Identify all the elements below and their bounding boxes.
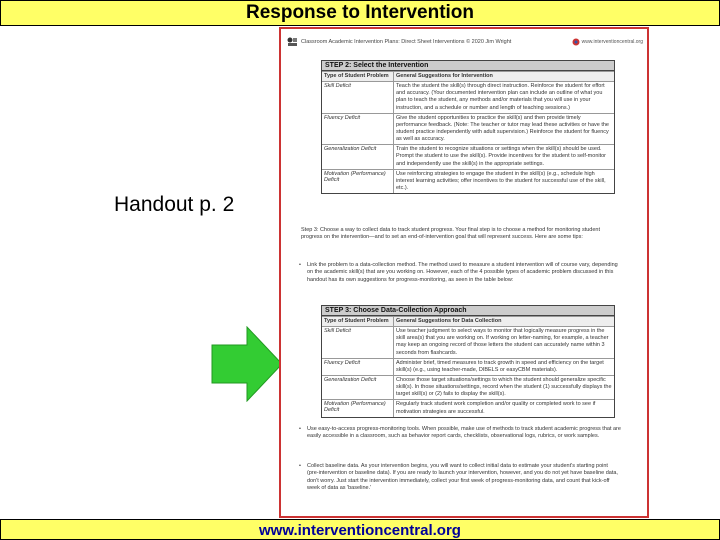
document-site [572,38,643,46]
problem-type: Motivation (Performance) Deficit [322,170,394,193]
bullet-text: Use easy-to-access progress-monitoring tools. When possible, make use of methods to track student academic progress that are easily accessible in a classroom, such as behavior report cards, checklists, observational logs, rubrics, or work samples. [307,426,621,440]
problem-type: Generalization Deficit [322,145,394,168]
problem-type: Motivation (Performance) Deficit [322,400,394,416]
step2-title: STEP 2: Select the Intervention [322,61,614,71]
page-title: Response to Intervention [245,2,475,23]
step3-header-row [322,316,614,326]
problem-type: Skill Deficit [322,327,394,358]
problem-type: Fluency Deficit [322,114,394,145]
suggestion-text: Teach the student the skill(s) through direct instruction. Reinforce the student for effort and accuracy. (Your documented intervention plan can include an outline of what you plan to teach the student, any methods and/or materials that you will use in your instruction, and a schedule or number and length of teaching sessions.) [396,83,605,111]
step2-header-row [322,71,614,81]
table-row [322,81,614,113]
list-item [299,463,621,493]
step3-intro: Step 3: Choose a way to collect data to track student progress. Your final step is to choose a method for monitoring student progress on the intervention—and to set an end-of-intervention goal that will represent success. Here are some tips: [301,227,601,241]
suggestion-text: Use teacher judgment to select ways to monitor that logically measure progress in the skill area(s) that you are working on. If working on letter-naming, for example, a teacher may keep an ongoing record of those letters the student can accurately name within 3 seconds from flashcards. [396,328,609,356]
bullet-text: Link the problem to a data-collection method. The method used to measure a student intervention will of course vary, depending on the academic skill(s) that are you working on. However, each of the 4 possible types of academic problem discussed in this handout has its own suggestions for progress-monitoring, as seen in the table below: [307,262,618,283]
intervention-central-logo-icon [287,37,298,47]
footer-banner [0,519,720,540]
title-banner [0,0,720,26]
suggestion-text: Give the student opportunities to practice the skill(s) and then provide timely performance feedback. (Note: The teacher or tutor may lead these activities or have the student practice independently with adult supervision.) Reinforce the student for fluency as well as accuracy. [396,114,609,143]
problem-type: Fluency Deficit [322,359,394,375]
document-header [287,35,643,49]
step3-title: STEP 3: Choose Data-Collection Approach [322,306,614,316]
bullet-text: Collect baseline data. As your intervention begins, you will want to collect initial data to estimate your student's starting point (pre-intervention or baseline data). If you are ready to launch your intervention, however, and you do not yet have baseline data, don't worry. Just start the intervention immediately, collect your first week of progress-monitoring data, and count that kick-off week of data as 'baseline.' [307,463,618,492]
step2-col1-header: Type of Student Problem [322,72,394,81]
step3-col1-header: Type of Student Problem [322,317,394,326]
bullet-icon: • [299,463,301,469]
handout-document [279,27,649,518]
handout-label: Handout p. 2 [114,193,235,216]
table-row [322,375,614,399]
suggestion-text: Use reinforcing strategies to engage the student in the skill(s) (e.g., schedule high interest learning activities; offer incentives to the student for successful use of the skill, etc.). [396,170,606,191]
suggestion-text: Administer brief, timed measures to track growth in speed and efficiency on the target skill(s) (e.g., using teacher-made, DIBELS or easyCBM materials). [396,359,604,373]
problem-type: Generalization Deficit [322,376,394,399]
site-logo-icon [572,38,580,46]
suggestion-text: Regularly track student work completion and/or quality or completed work to see if motivation strategies are successful. [396,401,596,415]
table-row [322,399,614,416]
list-item [299,426,621,441]
suggestion-text: Train the student to recognize situations or settings when the skill(s) should be used. Prompt the student to use the skill(s). Provide incentives for the student to self-monitor and independently use the skill(s) in the appropriate settings. [396,146,607,167]
step2-table [321,60,615,194]
bullet-icon: • [299,426,301,432]
document-header-title: Classroom Academic Intervention Plans: Direct Sheet Interventions © 2020 Jim Wright [301,39,512,45]
step3-col2-header: General Suggestions for Data Collection [394,317,614,326]
document-header-url: www.interventioncentral.org [581,39,643,45]
right-arrow-icon [211,326,283,402]
table-row [322,144,614,168]
step2-col2-header: General Suggestions for Intervention [394,72,614,81]
step3-table [321,305,615,418]
footer-url[interactable]: www.interventioncentral.org [259,522,461,539]
document-logo [287,37,511,47]
table-row [322,358,614,375]
problem-type: Skill Deficit [322,82,394,113]
bullet-icon: • [299,262,301,268]
list-item [299,262,621,284]
table-row [322,326,614,358]
suggestion-text: Choose those target situations/settings to which the student should generalize specific skill(s). In those situations/settings, record when the student (1) successfully displays the target skill(s) or (2) fails to display the skill(s). [396,376,612,398]
table-row [322,169,614,193]
table-row [322,113,614,145]
